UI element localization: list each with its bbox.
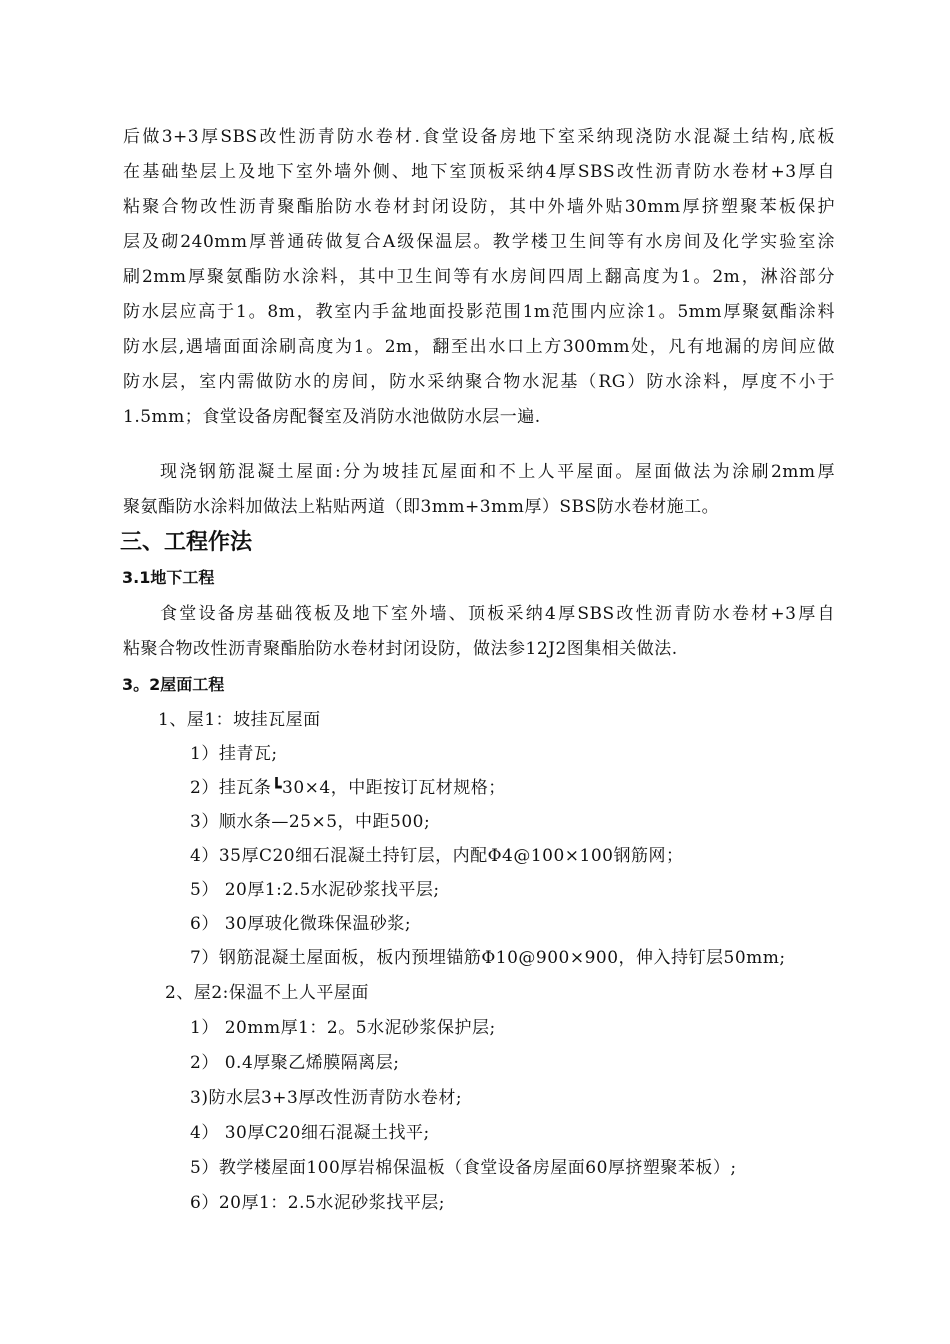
paragraph-line: 在基础垫层上及地下室外墙外侧、地下室顶板采纳4厚SBS改性沥青防水卷材+3厚自 bbox=[123, 162, 835, 182]
list-item: 3)防水层3+3厚改性沥青防水卷材; bbox=[190, 1088, 463, 1108]
list-item: 1）挂青瓦; bbox=[190, 744, 278, 764]
list-item: 7）钢筋混凝土屋面板，板内预埋锚筋Φ10@900×900，伸入持钉层50mm; bbox=[190, 948, 786, 968]
subsection-heading: 3。2屋面工程 bbox=[122, 675, 225, 694]
subsection-heading: 3.1地下工程 bbox=[122, 568, 215, 587]
paragraph-line: 食堂设备房基础筏板及地下室外墙、顶板采纳4厚SBS改性沥青防水卷材+3厚自 bbox=[160, 604, 835, 624]
paragraph-line: 后做3+3厚SBS改性沥青防水卷材.食堂设备房地下室采纳现浇防水混凝土结构,底板 bbox=[123, 127, 835, 147]
list-item: 5）教学楼屋面100厚岩棉保温板（食堂设备房屋面60厚挤塑聚苯板）; bbox=[190, 1158, 737, 1178]
list-item: 4）35厚C20细石混凝土持钉层，内配Φ4@100×100钢筋网； bbox=[190, 846, 684, 866]
list-item: 3）顺水条—25×5，中距500; bbox=[190, 812, 431, 832]
list-item: 4） 30厚C20细石混凝土找平; bbox=[190, 1123, 430, 1143]
list-item: 2）挂瓦条┗30×4，中距按订瓦材规格； bbox=[190, 778, 506, 798]
paragraph-line: 刷2mm厚聚氨酯防水涂料，其中卫生间等有水房间四周上翻高度为1。2m，淋浴部分 bbox=[123, 267, 835, 287]
list-heading: 1、屋1：坡挂瓦屋面 bbox=[158, 710, 321, 730]
list-item: 6）20厚1：2.5水泥砂浆找平层; bbox=[190, 1193, 446, 1213]
paragraph-line: 防水层应高于1。8m，教室内手盆地面投影范围1m范围内应涂1。5mm厚聚氨酯涂料 bbox=[123, 302, 835, 322]
list-item: 2） 0.4厚聚乙烯膜隔离层; bbox=[190, 1053, 400, 1073]
paragraph-line: 聚氨酯防水涂料加做法上粘贴两道（即3mm+3mm厚）SBS防水卷材施工。 bbox=[123, 497, 720, 517]
list-heading: 2、屋2:保温不上人平屋面 bbox=[165, 983, 369, 1003]
section-heading: 三、工程作法 bbox=[120, 530, 253, 555]
list-item: 1） 20mm厚1：2。5水泥砂浆保护层; bbox=[190, 1018, 496, 1038]
paragraph-line: 1.5mm；食堂设备房配餐室及消防水池做防水层一遍. bbox=[123, 407, 541, 427]
paragraph-line: 层及砌240mm厚普通砖做复合A级保温层。教学楼卫生间等有水房间及化学实验室涂 bbox=[123, 232, 835, 252]
paragraph-line: 现浇钢筋混凝土屋面:分为坡挂瓦屋面和不上人平屋面。屋面做法为涂刷2mm厚 bbox=[160, 462, 835, 482]
list-item: 5） 20厚1:2.5水泥砂浆找平层; bbox=[190, 880, 440, 900]
paragraph-line: 防水层,遇墙面面涂刷高度为1。2m，翻至出水口上方300mm处，凡有地漏的房间应做 bbox=[123, 337, 835, 357]
paragraph-line: 粘聚合物改性沥青聚酯胎防水卷材封闭设防，做法参12J2图集相关做法. bbox=[123, 639, 678, 659]
paragraph-line: 防水层，室内需做防水的房间，防水采纳聚合物水泥基（RG）防水涂料，厚度不小于 bbox=[123, 372, 835, 392]
list-item: 6） 30厚玻化微珠保温砂浆; bbox=[190, 914, 412, 934]
paragraph-line: 粘聚合物改性沥青聚酯胎防水卷材封闭设防，其中外墙外贴30mm厚挤塑聚苯板保护 bbox=[123, 197, 835, 217]
